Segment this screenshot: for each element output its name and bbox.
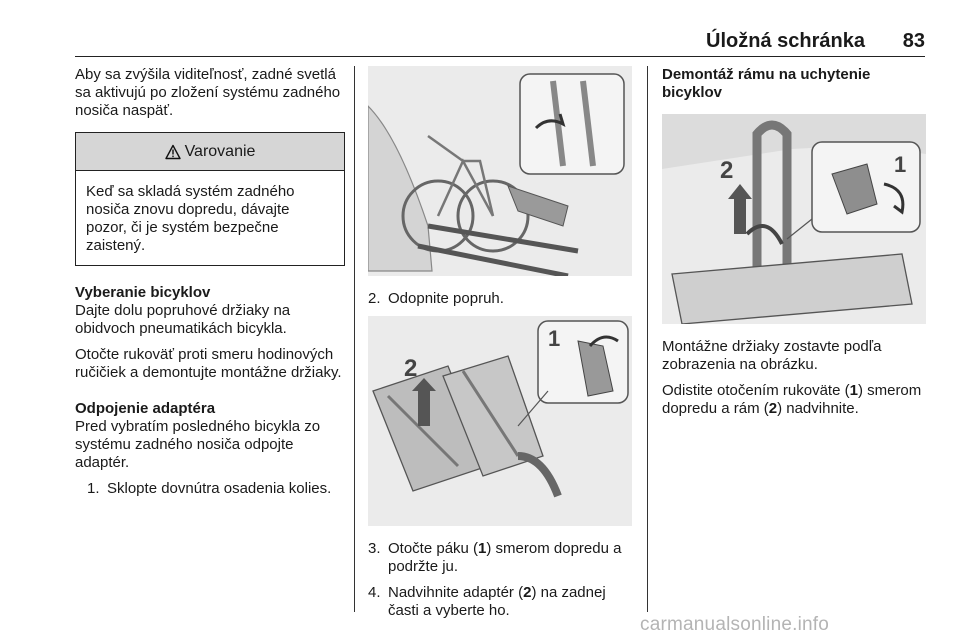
watermark: carmanualsonline.info xyxy=(640,614,830,635)
warning-title: Varovanie xyxy=(184,142,256,160)
text-run: Nadvihnite adaptér ( xyxy=(388,584,524,601)
column-right xyxy=(662,66,927,426)
reference-number: 1 xyxy=(849,382,858,399)
page-header xyxy=(75,30,925,54)
reference-number: 2 xyxy=(768,400,778,417)
paragraph: Pred vybratím posledného bicykla zo systému zadného nosiča odpojte adaptér. xyxy=(75,418,321,471)
figure-label: 2 xyxy=(404,355,418,382)
reference-number: 1 xyxy=(478,540,487,557)
step-text: Sklopte dovnútra osadenia kolies. xyxy=(107,480,332,497)
figure-bicycle-frame-removal xyxy=(662,114,926,324)
figure-adapter-lever xyxy=(368,316,632,526)
step-text: Odopnite popruh. xyxy=(388,290,504,307)
paragraph xyxy=(662,382,927,418)
warning-body: Keď sa skladá systém zadného nosiča znovu dopredu, dávajte pozor, či je systém bezpečne zaistený. xyxy=(86,183,295,254)
paragraph: Otočte rukoväť proti smeru hodinových ručičiek a demontujte montážne držiaky. xyxy=(75,346,342,381)
text-run: Otočte páku ( xyxy=(388,540,479,557)
step-number: 3. xyxy=(368,540,381,557)
section-heading-removing-bicycles: Vyberanie bicyklov xyxy=(75,284,211,301)
column-middle xyxy=(368,66,633,628)
step-item xyxy=(368,290,633,308)
page-title: Úložná schránka xyxy=(706,30,865,52)
text-run: ) na zadnej časti a vyberte ho. xyxy=(388,584,606,619)
column-left xyxy=(75,66,345,506)
column-divider xyxy=(354,66,355,612)
page-number: 83 xyxy=(902,30,925,52)
figure-bicycle-carrier xyxy=(368,66,632,276)
figure-label: 1 xyxy=(548,326,561,351)
text-run: ) nadvihnite. xyxy=(777,400,859,417)
warning-triangle-icon xyxy=(165,144,181,160)
section-heading-frame-removal: Demontáž rámu na uchytenie bicyklov xyxy=(662,66,871,101)
step-number: 2. xyxy=(368,290,381,307)
step-text xyxy=(388,584,633,620)
step-number: 4. xyxy=(368,584,381,601)
paragraph: Montážne držiaky zostavte podľa zobrazenia na obrázku. xyxy=(662,338,882,373)
header-rule xyxy=(75,56,925,57)
step-item xyxy=(368,540,633,576)
figure-label: 1 xyxy=(894,152,907,177)
reference-number: 2 xyxy=(523,584,532,601)
figure-label: 2 xyxy=(720,157,734,184)
column-divider xyxy=(647,66,648,612)
paragraph: Dajte dolu popruhové držiaky na obidvoch pneumatikách bicykla. xyxy=(75,302,291,337)
step-item xyxy=(368,584,633,620)
text-run: Odistite otočením rukoväte ( xyxy=(662,382,850,399)
step-number: 1. xyxy=(87,480,100,497)
warning-header xyxy=(76,133,344,171)
intro-paragraph: Aby sa zvýšila viditeľnosť, zadné svetlá sa aktivujú po zložení systému zadného nosiča naspäť. xyxy=(75,66,341,119)
step-text xyxy=(388,540,633,576)
section-heading-disconnect-adapter: Odpojenie adaptéra xyxy=(75,400,216,417)
text-run: ) smerom dopredu a podržte ju. xyxy=(388,540,622,575)
text-run: ) smerom dopredu a rám ( xyxy=(662,382,922,417)
step-item xyxy=(75,480,345,498)
warning-box xyxy=(75,132,345,266)
